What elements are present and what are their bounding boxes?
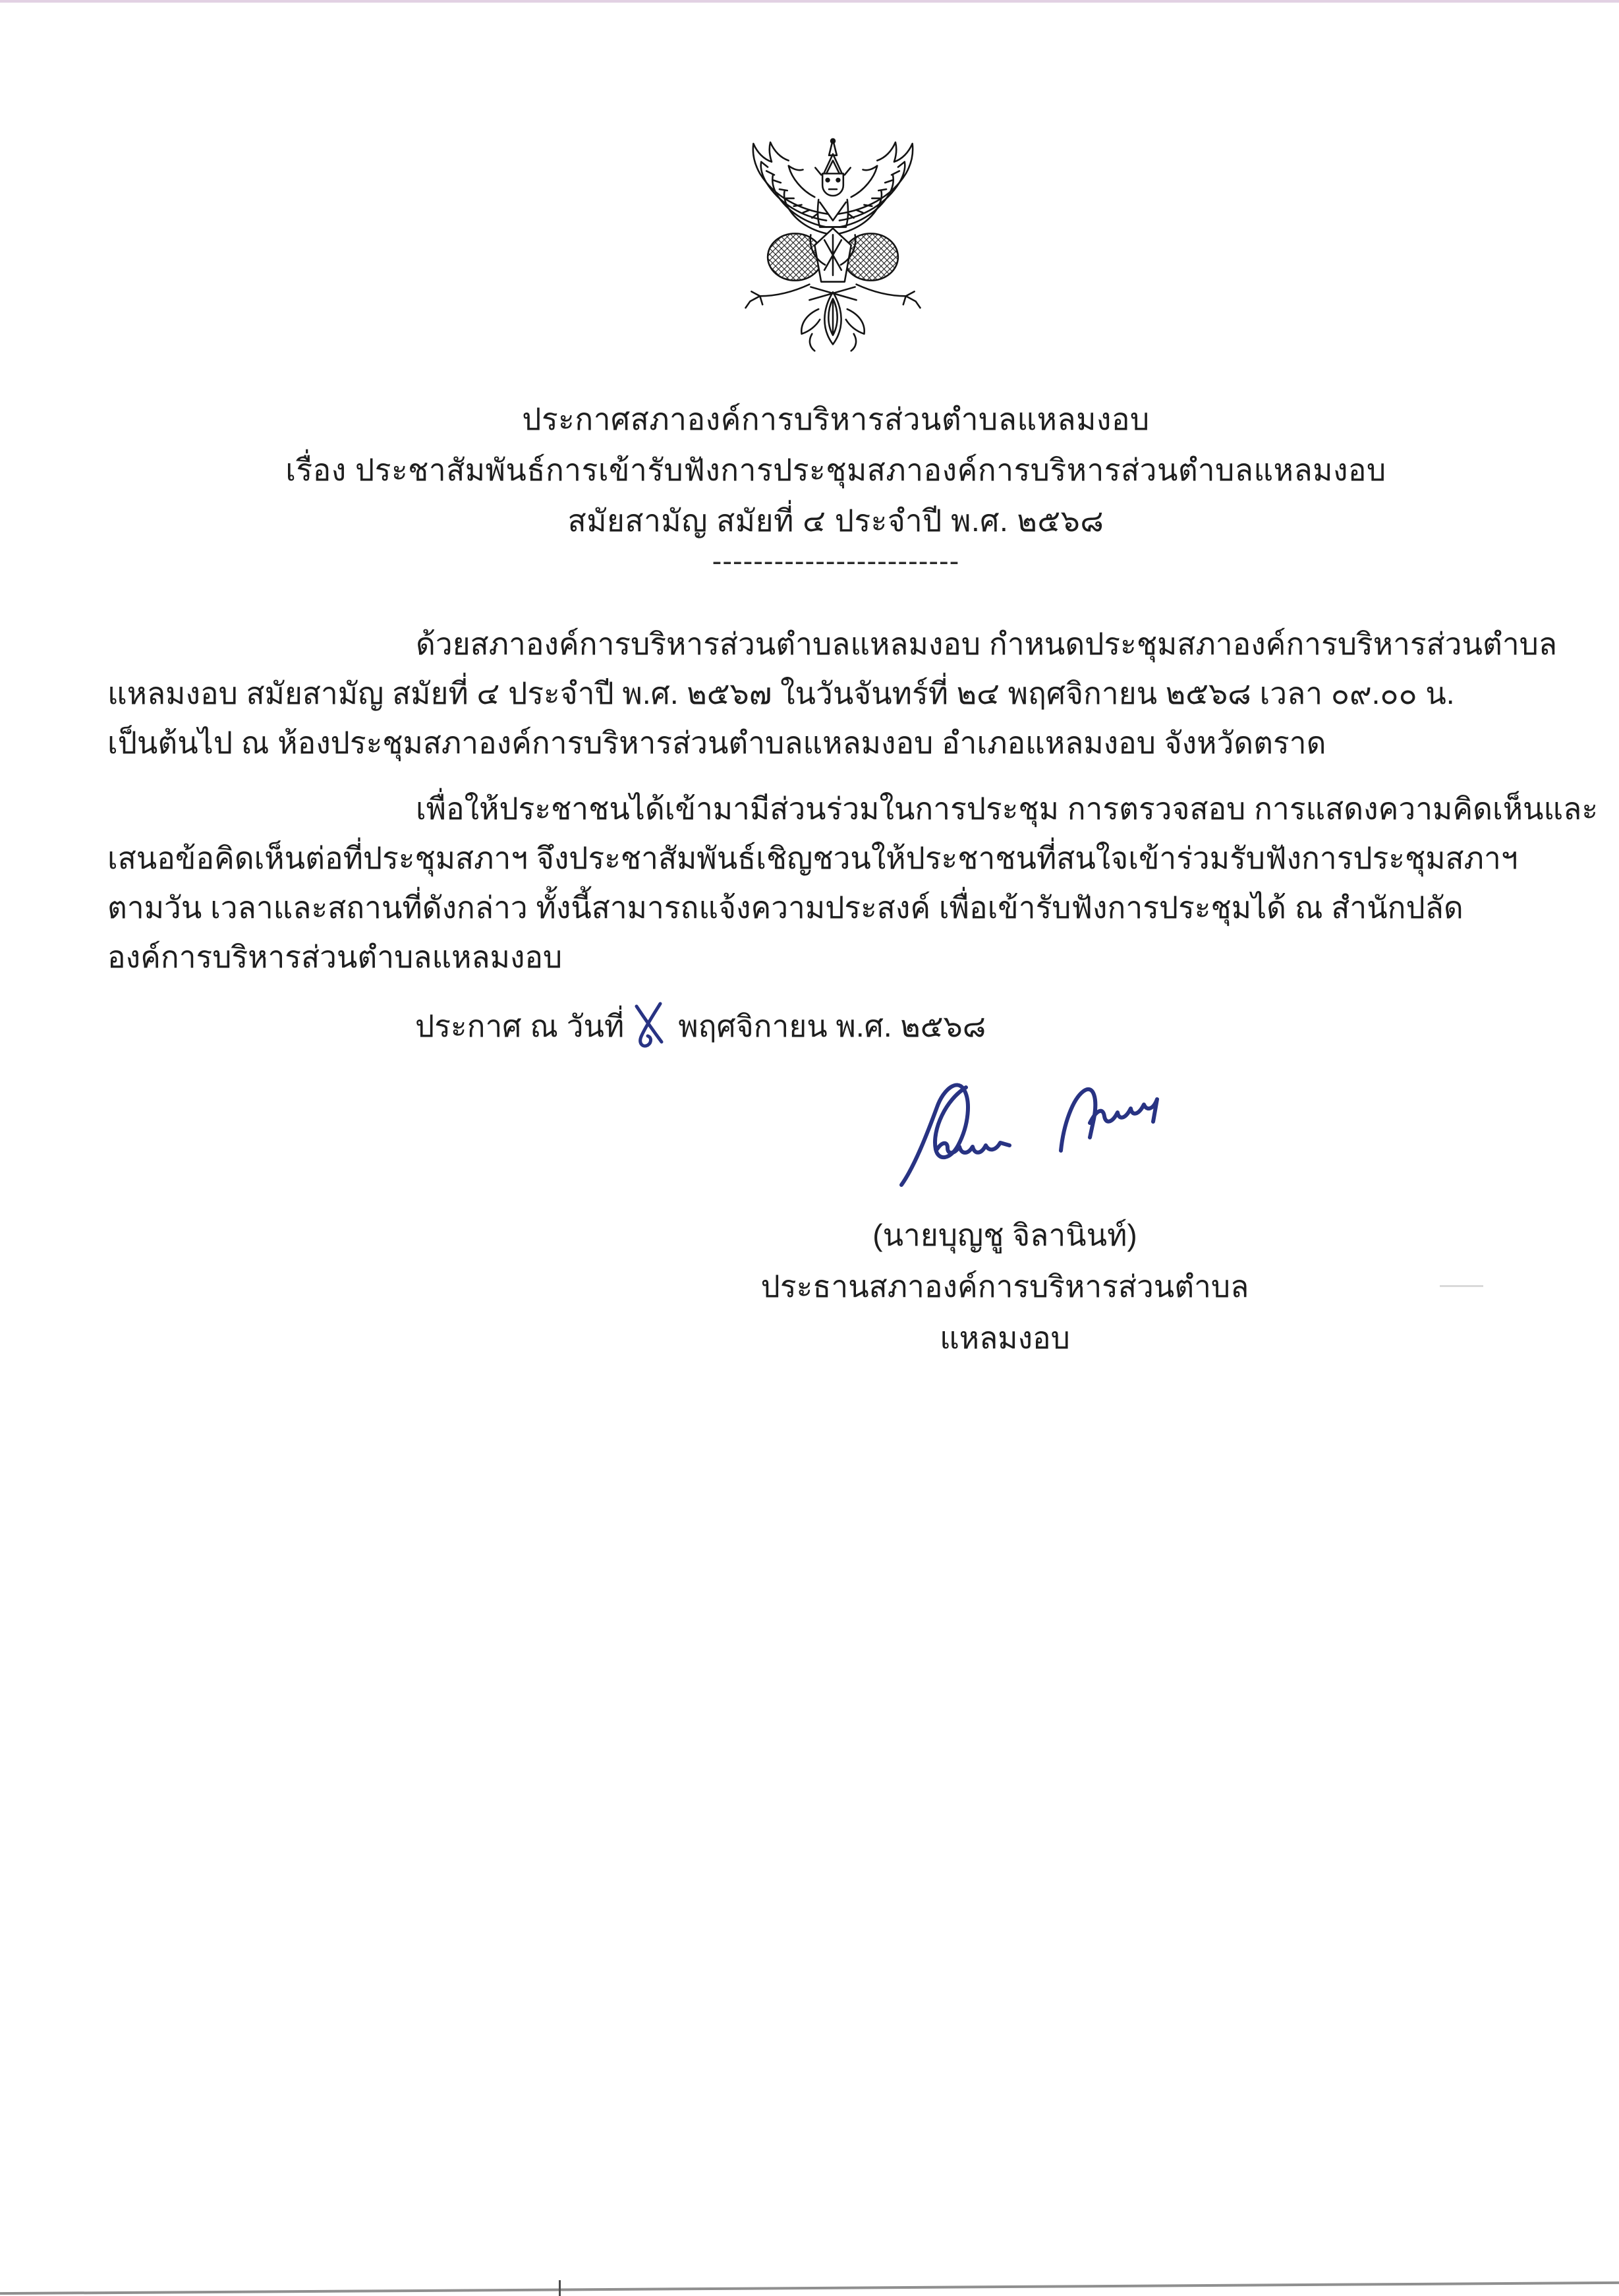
scan-artifact-faint-dash <box>1440 1285 1483 1287</box>
paragraph-1-line-1: ด้วยสภาองค์การบริหารส่วนตำบลแหลมงอบ กำหนดประชุมสภาองค์การบริหารส่วนตำบล <box>416 627 1558 661</box>
scan-artifact-bottom-tick <box>559 2280 561 2296</box>
signer-block <box>708 1209 1301 1363</box>
signature-ink <box>843 1073 1173 1201</box>
paragraph-1-line-2: แหลมงอบ สมัยสามัญ สมัยที่ ๔ ประจำปี พ.ศ. ๒๕๖๗ ในวันจันทร์ที่ ๒๔ พฤศจิกายน ๒๕๖๘ เวลา ๐๙.๐๐ น. <box>107 676 1455 710</box>
paragraph-2-line-1: เพื่อให้ประชาชนได้เข้ามามีส่วนร่วมในการประชุม การตรวจสอบ การแสดงความคิดเห็นและ <box>416 791 1599 826</box>
scan-artifact-top-edge <box>0 0 1619 3</box>
paragraph-2-line-4: องค์การบริหารส่วนตำบลแหลมงอบ <box>107 940 563 974</box>
date-line <box>415 998 986 1051</box>
garuda-emblem-icon <box>727 137 939 372</box>
divider-dashes: ------------------------ <box>712 545 960 577</box>
announcement-subject: เรื่อง ประชาสัมพันธ์การเข้ารับฟังการประชุมสภาองค์การบริหารส่วนตำบลแหลมงอบ <box>285 453 1386 487</box>
paragraph-2-line-2: เสนอข้อคิดเห็นต่อที่ประชุมสภาฯ จึงประชาสัมพันธ์เชิญชวนให้ประชาชนที่สนใจเข้าร่วมรับฟังการประชุมสภาฯ <box>107 841 1518 875</box>
title-block <box>53 394 1619 546</box>
paragraph-1-line-3: เป็นต้นไป ณ ห้องประชุมสภาองค์การบริหารส่วนตำบลแหลมงอบ อำเภอแหลมงอบ จังหวัดตราด <box>107 726 1326 760</box>
handwritten-date-number <box>631 998 669 1051</box>
date-suffix: พฤศจิกายน พ.ศ. ๒๕๖๘ <box>678 1009 986 1043</box>
date-prefix: ประกาศ ณ วันที่ <box>415 1009 625 1043</box>
paragraph-1 <box>107 619 1558 768</box>
announcement-title: ประกาศสภาองค์การบริหารส่วนตำบลแหลมงอบ <box>522 402 1150 436</box>
signer-name: (นายบุญชู จิลานินท์) <box>872 1218 1137 1252</box>
signer-title: ประธานสภาองค์การบริหารส่วนตำบลแหลมงอบ <box>760 1269 1249 1355</box>
paragraph-2-line-3: ตามวัน เวลาและสถานที่ดังกล่าว ทั้งนี้สามารถแจ้งความประสงค์ เพื่อเข้ารับฟังการประชุมได้ ณ สำนักปลัด <box>107 890 1463 925</box>
announcement-session-line: สมัยสามัญ สมัยที่ ๔ ประจำปี พ.ศ. ๒๕๖๘ <box>567 503 1104 538</box>
paragraph-2 <box>107 784 1599 982</box>
scan-artifact-bottom-edge <box>0 2282 1619 2295</box>
